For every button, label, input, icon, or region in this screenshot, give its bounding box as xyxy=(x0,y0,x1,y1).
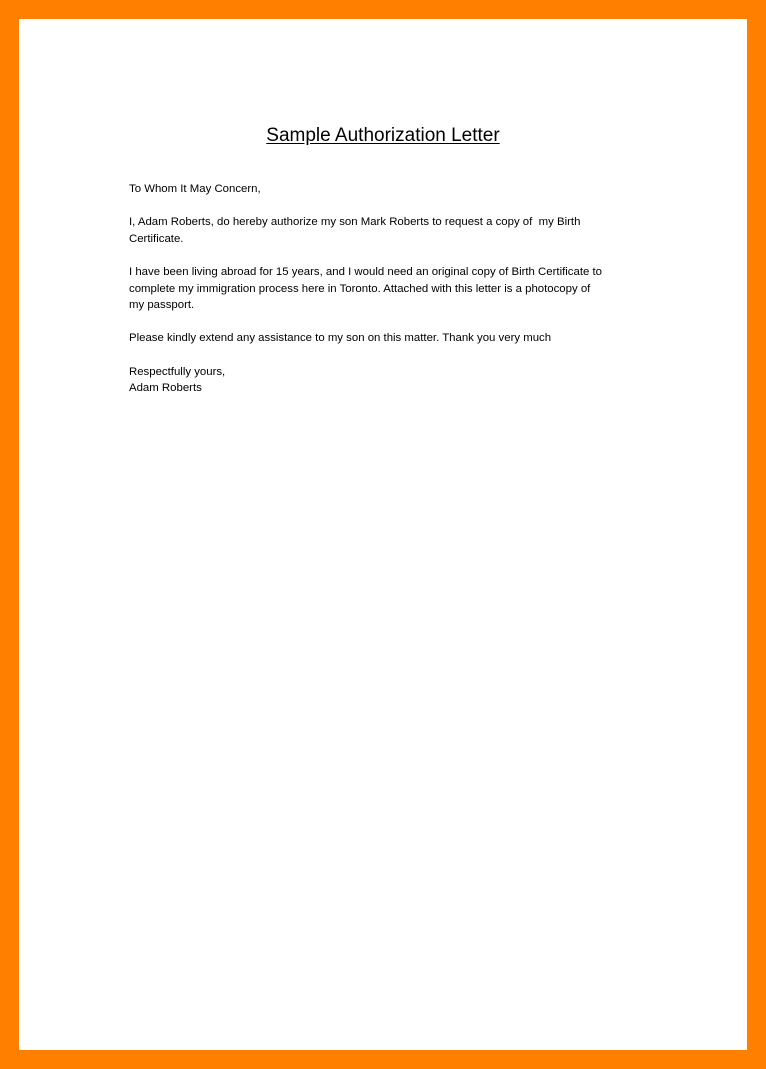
paragraph-line: I have been living abroad for 15 years, and I would need an original copy of Birth Certificate to xyxy=(129,265,602,278)
paragraph-line: Certificate. xyxy=(129,232,184,245)
paragraph-request xyxy=(129,330,649,347)
closing-text: Respectfully yours, xyxy=(129,365,226,378)
paragraph-reason xyxy=(129,264,649,314)
paragraph-line: Please kindly extend any assistance to my son on this matter. Thank you very much xyxy=(129,332,552,345)
letter-page xyxy=(19,19,747,1050)
signature-name: Adam Roberts xyxy=(129,382,202,395)
salutation xyxy=(129,181,649,198)
paragraph-line: I, Adam Roberts, do hereby authorize my son Mark Roberts to request a copy of my Birth xyxy=(129,216,581,229)
letter-title: Sample Authorization Letter xyxy=(266,125,500,146)
letter-body xyxy=(129,181,649,413)
closing-block xyxy=(129,364,649,397)
salutation-text: To Whom It May Concern, xyxy=(129,183,261,195)
paragraph-line: my passport. xyxy=(129,299,195,312)
paragraph-authorization xyxy=(129,214,649,247)
paragraph-line: complete my immigration process here in Toronto. Attached with this letter is a photocopy of xyxy=(129,282,591,295)
